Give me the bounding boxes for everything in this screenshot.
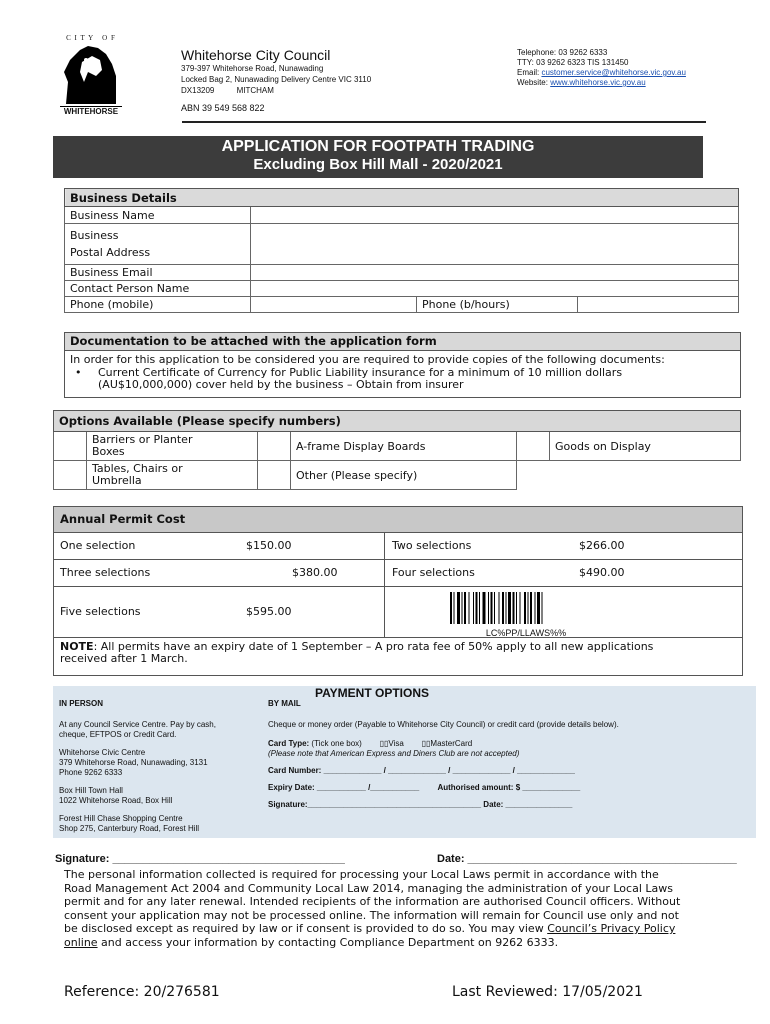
other-label: Other (Please specify) bbox=[291, 461, 517, 490]
three-selections-cost: $380.00 bbox=[292, 566, 338, 579]
card-type-label: Card Type: bbox=[268, 739, 310, 748]
card-note: (Please note that American Express and Diners Club are not accepted) bbox=[268, 749, 520, 758]
last-reviewed: Last Reviewed: 17/05/2021 bbox=[452, 984, 643, 1000]
address-line-3: DX13209 MITCHAM bbox=[181, 86, 274, 95]
permit-row-1 bbox=[54, 533, 742, 560]
permit-divider bbox=[384, 533, 385, 559]
business-name-label: Business Name bbox=[65, 207, 251, 224]
goods-checkbox[interactable] bbox=[517, 432, 550, 461]
email-link[interactable]: customer.service@whitehorse.vic.gov.au bbox=[541, 68, 686, 77]
address-line-1: 379-397 Whitehorse Road, Nunawading bbox=[181, 64, 324, 73]
payment-signature-field[interactable]: Signature:_______________________________________ Date: _______________ bbox=[268, 800, 573, 809]
barcode-bar bbox=[469, 592, 470, 624]
expiry-authorised-line bbox=[268, 783, 748, 793]
permit-note bbox=[54, 638, 742, 665]
forest-hill-line-2: Shop 275, Canterbury Road, Forest Hill bbox=[59, 824, 200, 833]
documentation-section bbox=[64, 332, 741, 398]
tty: TTY: 03 9262 6323 TIS 131450 bbox=[517, 58, 629, 67]
four-selections-cost: $490.00 bbox=[579, 566, 625, 579]
website-label: Website: bbox=[517, 78, 551, 87]
postal-label-2: Postal Address bbox=[70, 246, 151, 259]
documentation-item bbox=[65, 366, 740, 391]
barriers-label-1: Barriers or Planter bbox=[92, 433, 193, 446]
by-mail-details bbox=[268, 720, 748, 810]
barriers-label-2: Boxes bbox=[92, 445, 125, 458]
note-line-2: received after 1 March. bbox=[60, 652, 188, 665]
business-details-header: Business Details bbox=[65, 189, 739, 207]
payment-options-header: PAYMENT OPTIONS bbox=[315, 686, 430, 700]
privacy-line-6 bbox=[64, 936, 744, 950]
barcode-bar bbox=[524, 592, 526, 624]
council-contacts bbox=[517, 48, 686, 88]
two-selections-label: Two selections bbox=[392, 539, 472, 552]
contact-name-input[interactable] bbox=[251, 281, 739, 297]
tables-label-2: Umbrella bbox=[92, 474, 142, 487]
business-email-input[interactable] bbox=[251, 265, 739, 281]
barcode-bar bbox=[457, 592, 460, 624]
barcode-bar bbox=[488, 592, 489, 624]
documentation-header: Documentation to be attached with the application form bbox=[65, 333, 740, 351]
header-rule bbox=[182, 121, 706, 123]
business-details-table bbox=[64, 188, 739, 313]
note-bold: NOTE bbox=[60, 640, 94, 653]
phone-bh-label: Phone (b/hours) bbox=[417, 297, 578, 313]
website-link[interactable]: www.whitehorse.vic.gov.au bbox=[550, 78, 646, 87]
expiry-date-field[interactable]: Expiry Date: ___________ /___________ bbox=[268, 783, 420, 792]
box-hill-line-2: 1022 Whitehorse Road, Box Hill bbox=[59, 796, 173, 805]
phone-mobile-label: Phone (mobile) bbox=[65, 297, 251, 313]
payment-options-panel bbox=[53, 686, 756, 838]
five-selections-cost: $595.00 bbox=[246, 605, 292, 618]
barcode-bar bbox=[516, 592, 517, 624]
barcode-bar bbox=[508, 592, 511, 624]
by-mail-heading: BY MAIL bbox=[268, 699, 301, 708]
permit-row-2 bbox=[54, 560, 742, 587]
barcode-bar bbox=[494, 592, 495, 624]
business-name-input[interactable] bbox=[251, 207, 739, 224]
privacy-statement bbox=[64, 868, 744, 949]
barcode-bar bbox=[528, 592, 529, 624]
civic-centre-line-2: 379 Whitehorse Road, Nunawading, 3131 bbox=[59, 758, 208, 767]
title-line-1: APPLICATION FOR FOOTPATH TRADING bbox=[221, 138, 535, 155]
barcode-bar bbox=[483, 592, 486, 624]
barcode-bar bbox=[491, 592, 493, 624]
in-person-line-2: cheque, EFTPOS or Credit Card. bbox=[59, 730, 177, 739]
barcode-bar bbox=[464, 592, 466, 624]
barcode-bars bbox=[446, 592, 606, 624]
date-field[interactable]: Date: ____________________________________________ bbox=[437, 853, 737, 865]
in-person-heading: IN PERSON bbox=[59, 699, 104, 708]
barcode-bar bbox=[506, 592, 507, 624]
logo-city-of: C I T Y O F bbox=[66, 34, 116, 42]
barcode-bar bbox=[462, 592, 463, 624]
forest-hill-line-1: Forest Hill Chase Shopping Centre bbox=[59, 814, 183, 823]
tables-label bbox=[87, 461, 258, 490]
barcode-bar bbox=[502, 592, 504, 624]
permit-cost-section bbox=[53, 506, 743, 676]
council-abn: ABN 39 549 568 822 bbox=[181, 103, 265, 113]
contact-name-label: Contact Person Name bbox=[65, 281, 251, 297]
barriers-checkbox[interactable] bbox=[54, 432, 87, 461]
postal-address-input[interactable] bbox=[251, 224, 739, 265]
permit-row-3 bbox=[54, 587, 742, 638]
barcode-bar bbox=[537, 592, 540, 624]
mail-instructions: Cheque or money order (Payable to Whitehorse City Council) or credit card (provide details below). bbox=[268, 720, 619, 729]
horse-head-icon bbox=[60, 42, 122, 106]
email-line bbox=[517, 68, 686, 78]
barcode-text: LC%PP/LLAWS%% bbox=[485, 628, 567, 638]
council-name: Whitehorse City Council bbox=[181, 47, 331, 63]
council-address bbox=[181, 64, 371, 96]
three-selections-label: Three selections bbox=[60, 566, 151, 579]
postal-address-label bbox=[65, 224, 251, 265]
bullet-icon: • bbox=[75, 366, 82, 379]
one-selection-cost: $150.00 bbox=[246, 539, 292, 552]
email-label: Email: bbox=[517, 68, 542, 77]
barcode bbox=[446, 592, 606, 638]
postal-label-1: Business bbox=[70, 229, 119, 242]
website-line bbox=[517, 78, 686, 88]
reference-number: Reference: 20/276581 bbox=[64, 984, 220, 1000]
options-header: Options Available (Please specify numbers) bbox=[54, 411, 741, 432]
four-selections-label: Four selections bbox=[392, 566, 475, 579]
privacy-line-4: consent your application may not be processed online. The information will remain for Council use only and not bbox=[64, 908, 679, 922]
two-selections-cost: $266.00 bbox=[579, 539, 625, 552]
barcode-bar bbox=[454, 592, 455, 624]
privacy-line-3: permit and for any later renewal. Intended recipients of the information are authorised Council officers. Without bbox=[64, 895, 681, 908]
in-person-line-1: At any Council Service Centre. Pay by cash, bbox=[59, 720, 216, 729]
address-line-2: Locked Bag 2, Nunawading Delivery Centre VIC 3110 bbox=[181, 75, 372, 84]
civic-centre-line-1: Whitehorse Civic Centre bbox=[59, 748, 146, 757]
card-number-field[interactable]: Card Number: _____________ / _____________ / _____________ / _____________ bbox=[268, 766, 575, 775]
permit-divider bbox=[384, 560, 385, 586]
telephone: Telephone: 03 9262 6333 bbox=[517, 48, 608, 57]
barcode-bar bbox=[513, 592, 515, 624]
barcode-bar bbox=[535, 592, 536, 624]
privacy-line-2: Road Management Act 2004 and Community Local Law 2014, managing the administration of your Local Laws bbox=[64, 881, 673, 895]
permit-divider bbox=[384, 587, 385, 637]
box-hill-line-1: Box Hill Town Hall bbox=[59, 786, 123, 795]
title-banner bbox=[53, 136, 703, 178]
council-logo bbox=[60, 34, 122, 120]
card-type-line bbox=[268, 739, 748, 749]
card-type-options[interactable]: (Tick one box) ▯▯Visa ▯▯MasterCard bbox=[309, 739, 473, 748]
goods-label: Goods on Display bbox=[550, 432, 741, 461]
privacy-line-1: The personal information collected is required for processing your Local Laws permit in accordance with the bbox=[64, 868, 659, 881]
five-selections-label: Five selections bbox=[60, 605, 141, 618]
barcode-bar bbox=[542, 592, 543, 624]
tables-checkbox[interactable] bbox=[54, 461, 87, 490]
documentation-item-line-1: Current Certificate of Currency for Public Liability insurance for a minimum of 10 million dollars bbox=[98, 366, 623, 379]
logo-whitehorse: WHITEHORSE bbox=[60, 106, 122, 116]
aframe-label: A-frame Display Boards bbox=[291, 432, 517, 461]
options-table bbox=[53, 410, 741, 490]
documentation-intro: In order for this application to be considered you are required to provide copies of the following documents: bbox=[70, 353, 665, 366]
other-specify-input[interactable] bbox=[517, 461, 741, 490]
barcode-bar bbox=[520, 592, 521, 624]
civic-centre-line-3: Phone 9262 6333 bbox=[59, 768, 123, 777]
documentation-item-line-2: (AU$10,000,000) cover held by the business – Obtain from insurer bbox=[98, 378, 464, 391]
barcode-bar bbox=[499, 592, 500, 624]
privacy-line-5 bbox=[64, 922, 744, 936]
title-line-2: Excluding Box Hill Mall - 2020/2021 bbox=[253, 156, 503, 173]
privacy-policy-online-link[interactable]: online bbox=[64, 935, 98, 949]
phone-bh-input[interactable] bbox=[578, 297, 739, 313]
privacy-line-6-text: and access your information by contacting Compliance Department on 9262 6333. bbox=[97, 935, 559, 949]
barcode-bar bbox=[450, 592, 452, 624]
privacy-policy-link[interactable]: Council’s Privacy Policy bbox=[547, 922, 676, 935]
in-person-details bbox=[59, 720, 259, 834]
other-checkbox[interactable] bbox=[258, 461, 291, 490]
privacy-line-5-text: be disclosed except as required by law or if consent is provided to do so. You may view bbox=[64, 922, 548, 935]
barcode-bar bbox=[476, 592, 478, 624]
business-email-label: Business Email bbox=[65, 265, 251, 281]
barcode-bar bbox=[530, 592, 532, 624]
note-text: : All permits have an expiry date of 1 September – A pro rata fee of 50% apply to all new applications bbox=[93, 640, 654, 653]
barcode-bar bbox=[473, 592, 474, 624]
aframe-checkbox[interactable] bbox=[258, 432, 291, 461]
signature-field[interactable]: Signature: ______________________________________ bbox=[55, 853, 345, 865]
one-selection-label: One selection bbox=[60, 539, 136, 552]
barriers-label bbox=[87, 432, 258, 461]
phone-mobile-input[interactable] bbox=[251, 297, 417, 313]
tables-label-1: Tables, Chairs or bbox=[92, 462, 183, 475]
barcode-bar bbox=[479, 592, 480, 624]
permit-cost-header: Annual Permit Cost bbox=[54, 507, 742, 533]
authorised-amount-field[interactable]: Authorised amount: $ _____________ bbox=[437, 783, 581, 792]
